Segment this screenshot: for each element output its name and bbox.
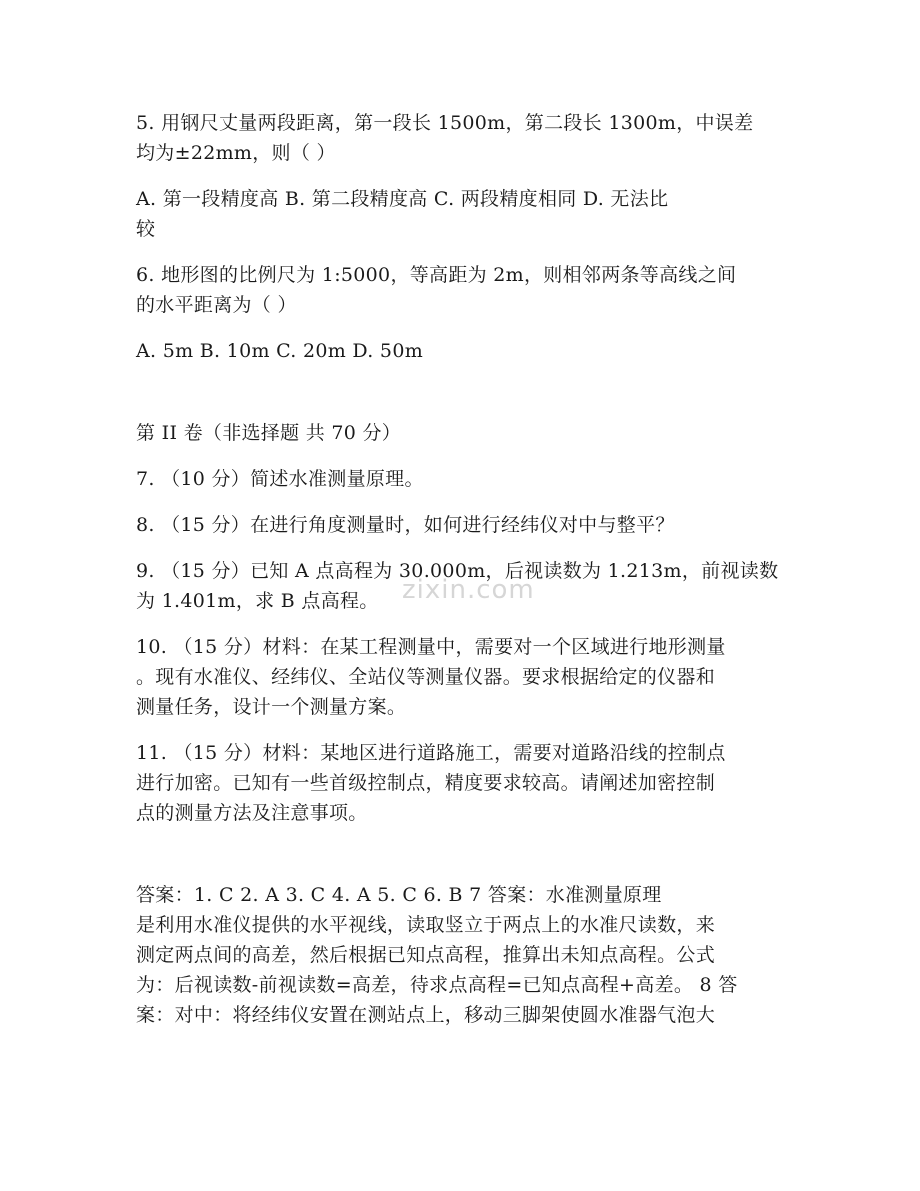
answers-line-1: 答案：1. C 2. A 3. C 4. A 5. C 6. B 7 答案：水准测量原理 [136,884,662,906]
question-10-line-3: 测量任务，设计一个测量方案。 [136,696,407,718]
question-10-line-2: 。现有水准仪、经纬仪、全站仪等测量仪器。要求根据给定的仪器和 [136,666,716,688]
section-2-title: 第 II 卷（非选择题 共 70 分） [136,422,402,444]
question-10-line-1: 10. （15 分）材料：在某工程测量中，需要对一个区域进行地形测量 [136,636,726,658]
answers-line-4: 为：后视读数-前视读数=高差，待求点高程=已知点高程+高差。 8 答 [136,974,738,996]
question-5-options-line-1: A. 第一段精度高 B. 第二段精度高 C. 两段精度相同 D. 无法比 [136,188,669,210]
watermark-text: zixin.com [402,575,535,605]
question-9-line-2: 为 1.401m，求 B 点高程。 [136,590,379,612]
question-6-stem-line-1: 6. 地形图的比例尺为 1:5000，等高距为 2m，则相邻两条等高线之间 [136,264,737,286]
question-8-line-1: 8. （15 分）在进行角度测量时，如何进行经纬仪对中与整平？ [136,514,675,536]
question-11 [136,738,786,828]
answers-block [136,880,786,1030]
question-5-stem-line-2: 均为±22mm，则（ ） [136,142,336,164]
question-9-line-1: 9. （15 分）已知 A 点高程为 30.000m，后视读数为 1.213m，前视读数 [136,560,779,582]
question-7 [136,464,786,494]
question-5-stem-line-1: 5. 用钢尺丈量两段距离，第一段长 1500m，第二段长 1300m，中误差 [136,112,754,134]
document-page [136,108,786,1030]
question-6-stem-line-2: 的水平距离为（ ） [136,294,297,316]
question-11-line-3: 点的测量方法及注意事项。 [136,802,368,824]
question-11-line-1: 11. （15 分）材料：某地区进行道路施工，需要对道路沿线的控制点 [136,742,726,764]
question-11-line-2: 进行加密。已知有一些首级控制点，精度要求较高。请阐述加密控制 [136,772,716,794]
question-6-options: A. 5m B. 10m C. 20m D. 50m [136,340,424,362]
question-5 [136,108,786,244]
answers-line-2: 是利用水准仪提供的水平视线，读取竖立于两点上的水准尺读数，来 [136,914,716,936]
answers-line-3: 测定两点间的高差，然后根据已知点高程，推算出未知点高程。公式 [136,944,716,966]
question-6 [136,260,786,366]
question-10 [136,632,786,722]
question-7-line-1: 7. （10 分）简述水准测量原理。 [136,468,424,490]
question-8 [136,510,786,540]
answers-line-5: 案：对中：将经纬仪安置在测站点上，移动三脚架使圆水准器气泡大 [136,1004,716,1026]
question-5-options-line-2: 较 [136,218,156,240]
